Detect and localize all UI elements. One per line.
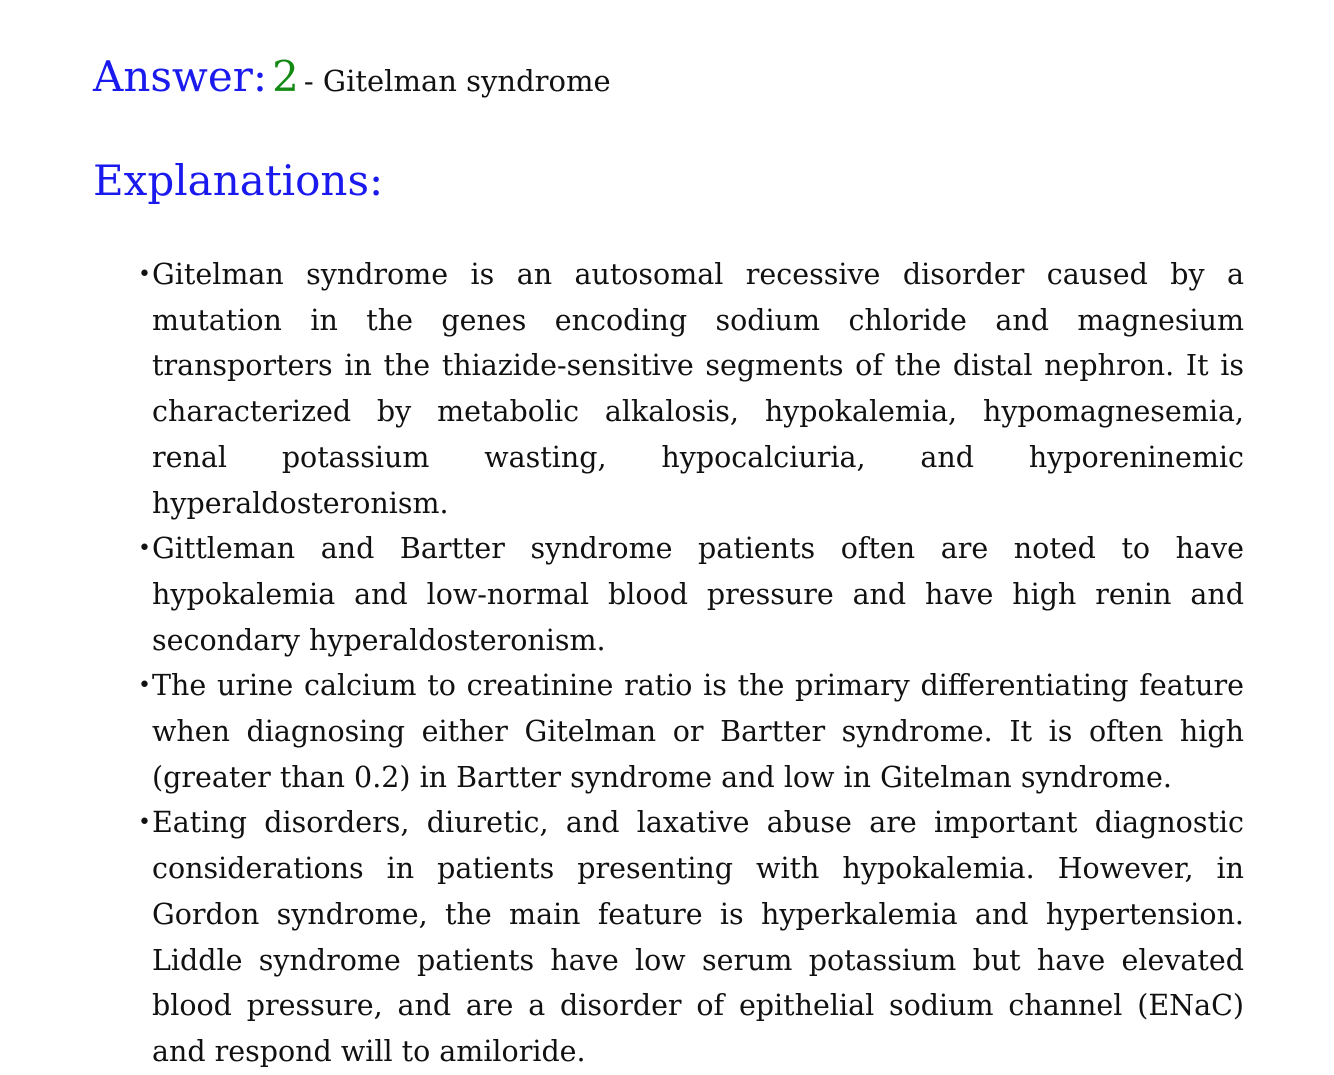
bullet-icon: •: [138, 536, 151, 562]
list-item: [134, 526, 1244, 663]
list-item-text: Eating disorders, diuretic, and laxative abuse are important diagnostic considerations in patients presenting with hypokalemia. However, in Gordon syndrome, the main feature is hyperkalemia and hypertension. Liddle syndrome patients have low serum potassium but have elevated blood pressure, and are a disorder of epithelial sodium channel (ENaC) and respond will to amiloride.: [152, 806, 1244, 1068]
answer-number: 2: [272, 52, 299, 101]
answer-label: Answer:: [93, 52, 267, 101]
answer-line: [93, 52, 611, 101]
explanations-list: [134, 252, 1244, 1075]
list-item: [134, 252, 1244, 526]
bullet-icon: •: [138, 810, 151, 836]
bullet-icon: •: [138, 262, 151, 287]
bullet-icon: •: [138, 673, 151, 699]
list-item: [134, 663, 1244, 800]
list-item-text: Gitelman syndrome is an autosomal recessive disorder caused by a mutation in the genes encoding sodium chloride and magnesium transporters in the thiazide-sensitive segments of the distal nephron. It is characterized by metabolic alkalosis, hypokalemia, hypomagnesemia, renal potassium wasting, hypocalciuria, and hyporeninemic hyperaldosteronism.: [152, 258, 1244, 520]
list-item-text: The urine calcium to creatinine ratio is the primary differentiating feature when diagnosing either Gitelman or Bartter syndrome. It is often high (greater than 0.2) in Bartter syndrome and low in Gitelman syndrome.: [152, 669, 1244, 794]
answer-text: - Gitelman syndrome: [303, 64, 611, 98]
list-item-text: Gittleman and Bartter syndrome patients often are noted to have hypokalemia and low-normal blood pressure and have high renin and secondary hyperaldosteronism.: [152, 532, 1244, 657]
explanations-heading: Explanations:: [93, 156, 384, 205]
list-item: [134, 800, 1244, 1074]
